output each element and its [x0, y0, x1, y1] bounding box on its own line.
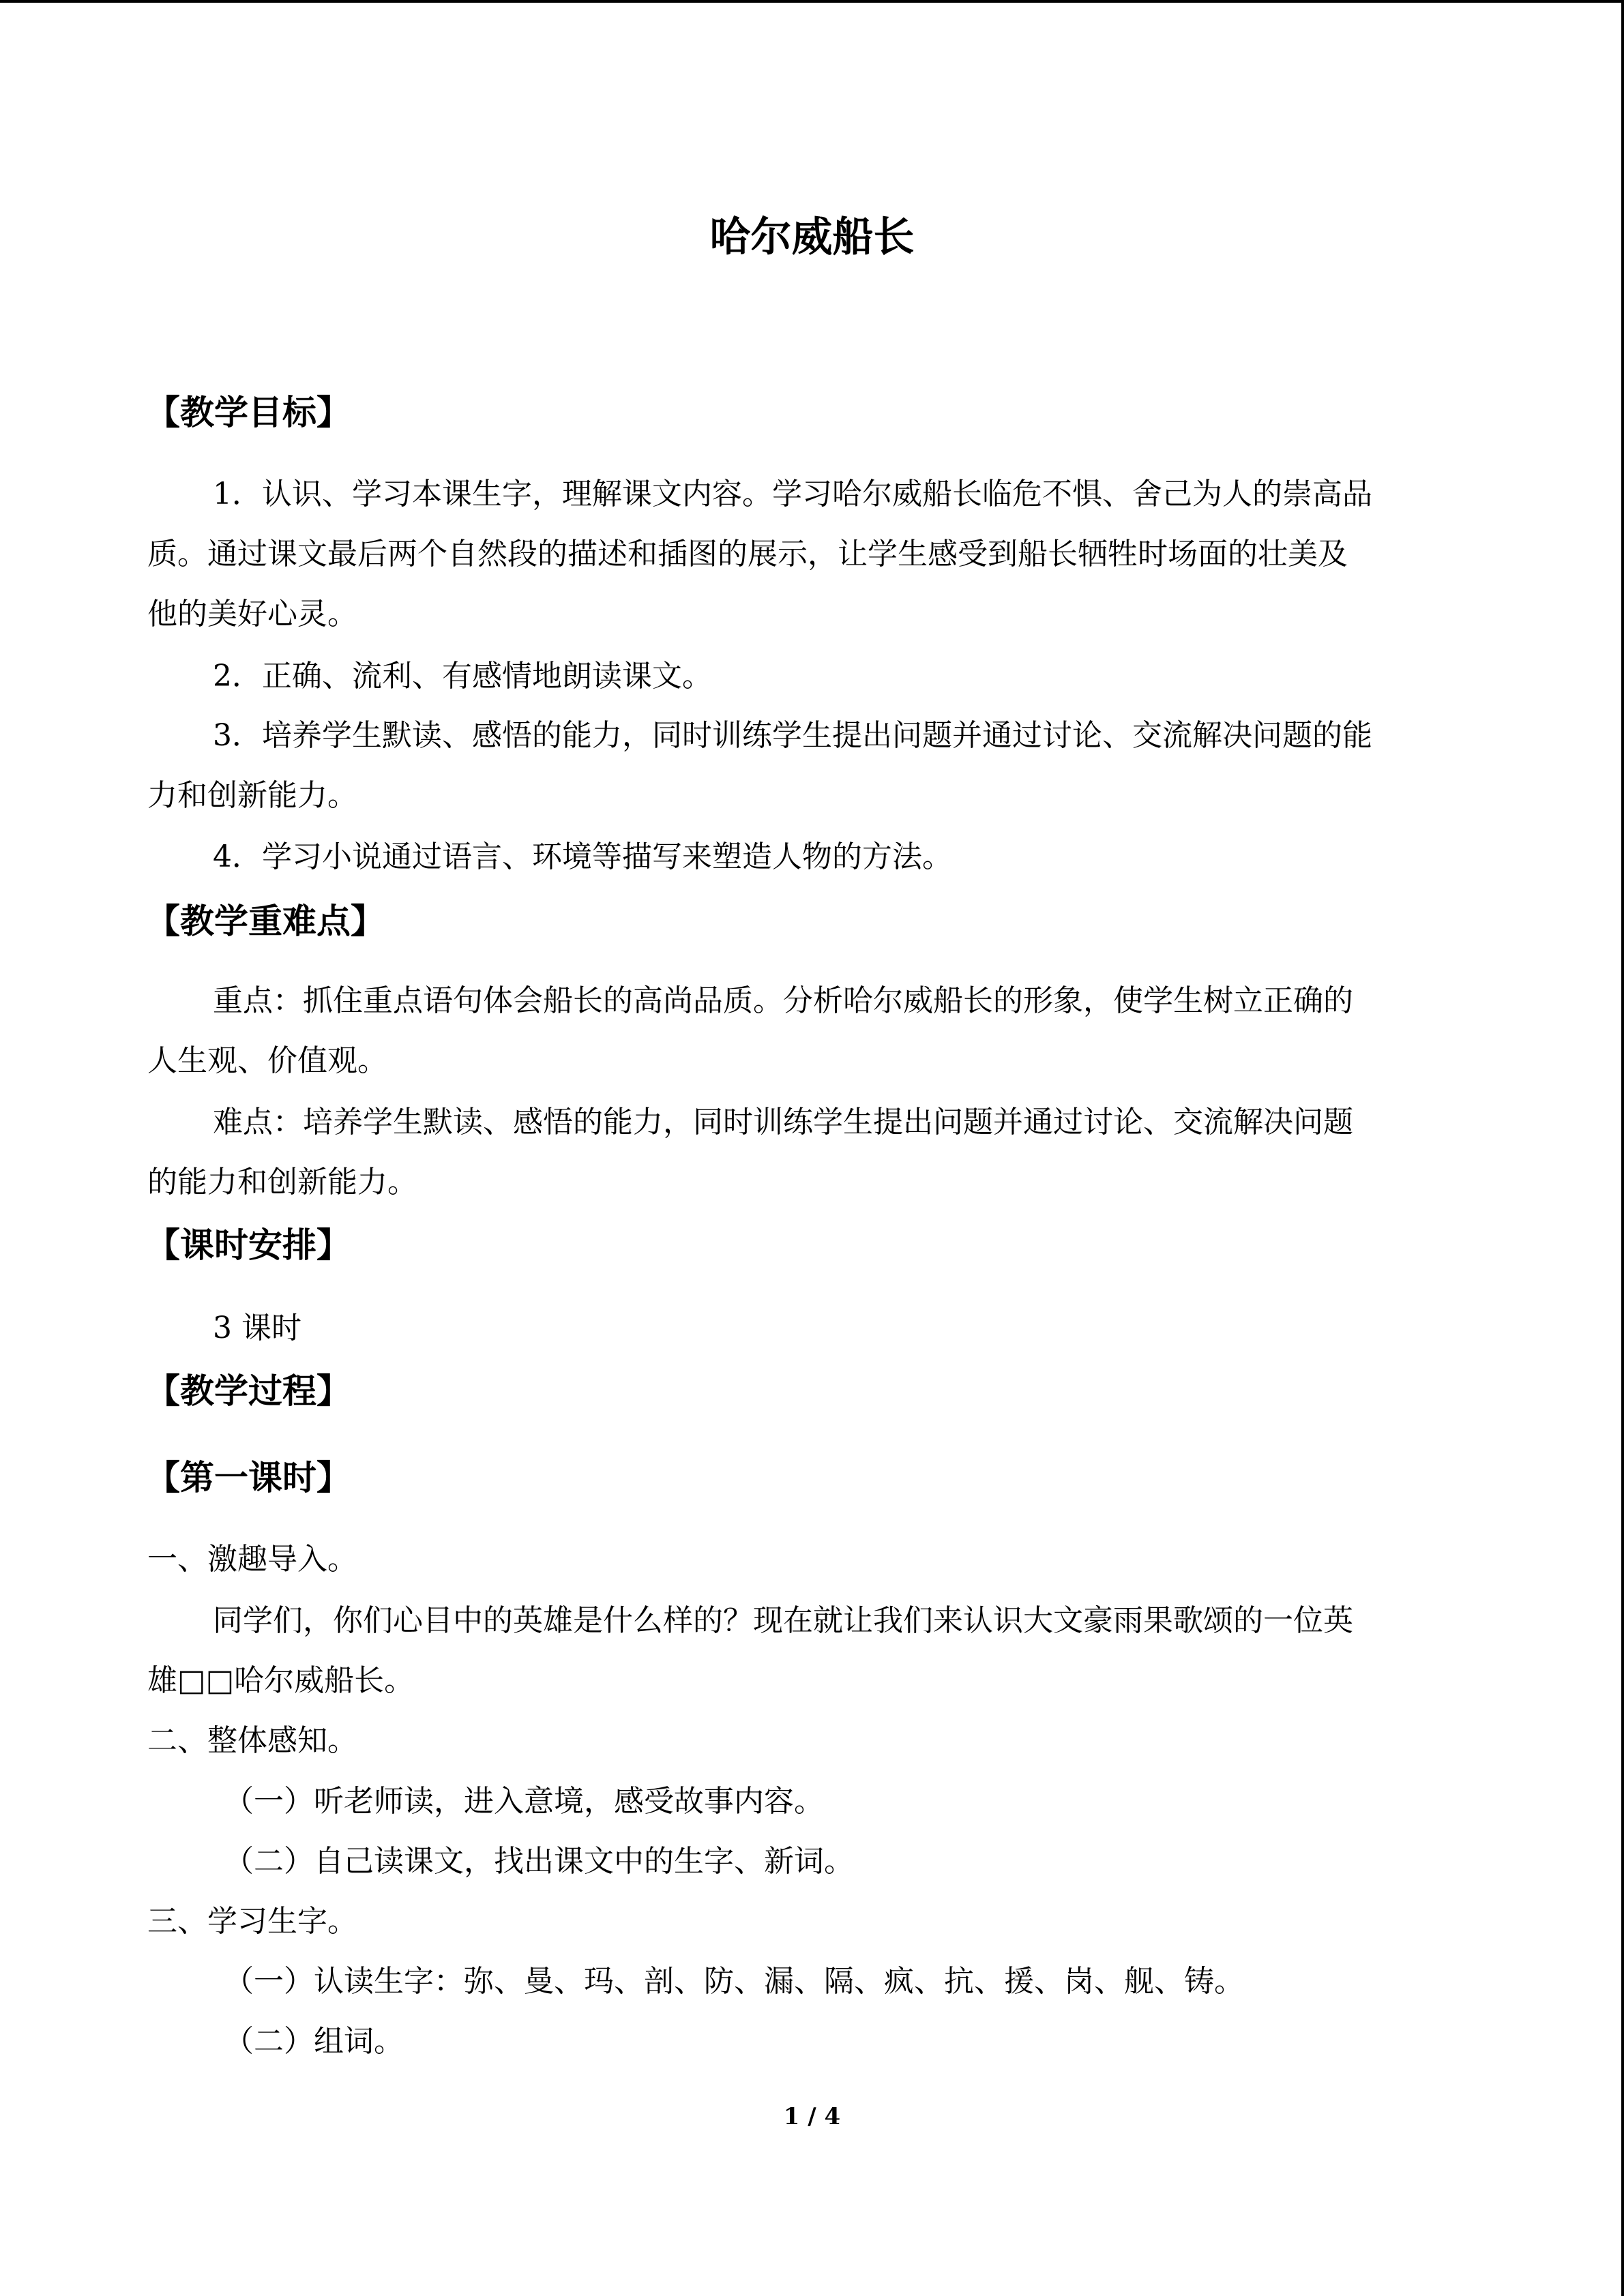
step-3-title [147, 1892, 1477, 1952]
objective-2-line-1: 2．正确、流利、有感情地朗读课文。 [213, 659, 712, 694]
step-2-title [147, 1711, 1477, 1771]
objective-2 [147, 646, 1477, 706]
step-3-title-line: 三、学习生字。 [147, 1904, 357, 1939]
objective-3 [147, 706, 1477, 826]
step-2-items [147, 1772, 1477, 1892]
page-number: 1 / 4 [783, 2103, 841, 2130]
step-3-item-2: （二）组词。 [224, 2024, 404, 2059]
key-point-difficulty-line-1: 难点：培养学生默读、感悟的能力，同时训练学生提出问题并通过讨论、交流解决问题 [213, 1105, 1353, 1139]
heading-process: 【教学过程】 [146, 1371, 351, 1411]
heading-key-points: 【教学重难点】 [146, 901, 385, 941]
objective-1-line-3: 他的美好心灵。 [147, 597, 357, 631]
step-2-title-line: 二、整体感知。 [147, 1723, 357, 1758]
schedule-text-line: 3 课时 [213, 1311, 301, 1345]
objective-3-line-1: 3．培养学生默读、感悟的能力，同时训练学生提出问题并通过讨论、交流解决问题的能 [213, 718, 1372, 753]
objective-4-line-1: 4．学习小说通过语言、环境等描写来塑造人物的方法。 [213, 839, 952, 874]
page-border-right [1621, 0, 1624, 2296]
heading-objectives: 【教学目标】 [146, 393, 351, 432]
step-2-item-2: （二）自己读课文，找出课文中的生字、新词。 [224, 1844, 854, 1879]
key-point-focus-line-2: 人生观、价值观。 [147, 1043, 387, 1078]
key-point-difficulty-line-2: 的能力和创新能力。 [147, 1165, 417, 1199]
step-1-body [147, 1591, 1477, 1711]
step-1-title-line: 一、激趣导入。 [147, 1542, 357, 1577]
objective-4 [147, 827, 1477, 887]
heading-schedule: 【课时安排】 [146, 1225, 351, 1265]
schedule-text [147, 1298, 1477, 1358]
step-3-items [147, 1952, 1477, 2072]
step-3-item-1: （一）认读生字：弥、曼、玛、剖、防、漏、隔、疯、抗、援、岗、舰、铸。 [224, 1964, 1244, 1999]
key-point-focus [147, 971, 1477, 1091]
objective-1-line-2: 质。通过课文最后两个自然段的描述和插图的展示，让学生感受到船长牺牲时场面的壮美及 [147, 537, 1348, 571]
objective-3-line-2: 力和创新能力。 [147, 778, 357, 813]
key-point-focus-line-1: 重点：抓住重点语句体会船长的高尚品质。分析哈尔威船长的形象，使学生树立正确的 [213, 983, 1353, 1018]
step-1-body-line-1: 同学们，你们心目中的英雄是什么样的？现在就让我们来认识大文豪雨果歌颂的一位英 [213, 1603, 1353, 1638]
step-1-body-line-2: 雄□□哈尔威船长。 [147, 1663, 415, 1698]
key-point-difficulty [147, 1092, 1477, 1212]
heading-lesson-1: 【第一课时】 [146, 1458, 351, 1497]
document-title: 哈尔威船长 [709, 213, 915, 261]
page-border-top [0, 0, 1624, 3]
step-1-title [147, 1530, 1477, 1590]
objective-1 [147, 464, 1477, 644]
objective-1-line-1: 1．认识、学习本课生字，理解课文内容。学习哈尔威船长临危不惧、舍己为人的崇高品 [213, 477, 1372, 511]
step-2-item-1: （一）听老师读，进入意境，感受故事内容。 [224, 1784, 824, 1819]
